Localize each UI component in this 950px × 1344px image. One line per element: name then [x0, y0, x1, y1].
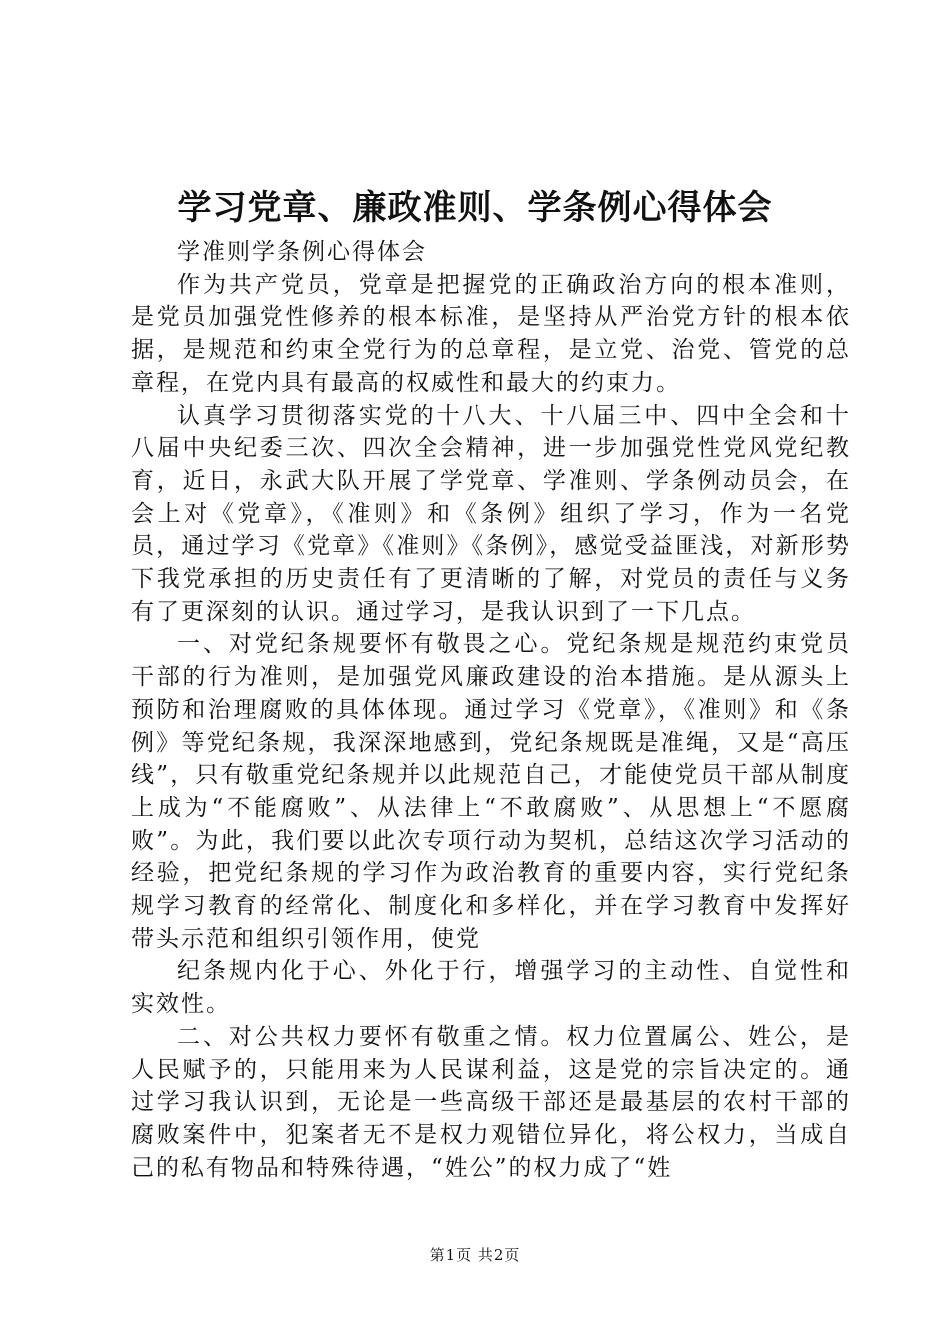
document-subtitle: 学准则学条例心得体会 [177, 239, 427, 265]
body-paragraph: 纪条规内化于心、外化于行，增强学习的主动性、自觉性和实效性。 [131, 958, 851, 1018]
body-paragraph: 作为共产党员，党章是把握党的正确政治方向的根本准则，是党员加强党性修养的根本标准，是坚持从严治党方针的根本依据，是规范和约束全党行为的总章程，是立党、治党、管党的总章程，在党内具有最高的权威性和最大的约束力。 [131, 271, 851, 396]
document-body [131, 236, 851, 1184]
document-title: 学习党章、廉政准则、学条例心得体会 [177, 188, 773, 228]
body-paragraph: 一、对党纪条规要怀有敬畏之心。党纪条规是规范约束党员干部的行为准则，是加强党风廉政建设的治本措施。是从源头上预防和治理腐败的具体体现。通过学习《党章》，《准则》和《条例》等党纪条规，我深深地感到，党纪条规既是准绳，又是“高压线”，只有敬重党纪条规并以此规范自己，才能使党员干部从制度上成为“不能腐败”、从法律上“不敢腐败”、从思想上“不愿腐败”。为此，我们要以此次专项行动为契机，总结这次学习活动的经验，把党纪条规的学习作为政治教育的重要内容，实行党纪条规学习教育的经常化、制度化和多样化，并在学习教育中发挥好带头示范和组织引领作用，使党 [131, 631, 851, 952]
body-paragraph: 二、对公共权力要怀有敬重之情。权力位置属公、姓公，是人民赋予的，只能用来为人民谋利益，这是党的宗旨决定的。通过学习我认识到，无论是一些高级干部还是最基层的农村干部的腐败案件中，犯案者无不是权力观错位异化，将公权力，当成自己的私有物品和特殊待遇，“姓公”的权力成了“姓 [131, 1023, 851, 1181]
page-number-footer: 第1页 共2页 [429, 1246, 521, 1264]
body-paragraph: 认真学习贯彻落实党的十八大、十八届三中、四中全会和十八届中央纪委三次、四次全会精神，进一步加强党性党风党纪教育，近日，永武大队开展了学党章、学准则、学条例动员会，在会上对《党章》，《准则》和《条例》组织了学习，作为一名党员，通过学习《党章》《准则》《条例》，感觉受益匪浅，对新形势下我党承担的历史责任有了更清晰的了解，对党员的责任与义务有了更深刻的认识。通过学习，是我认识到了一下几点。 [131, 402, 851, 625]
